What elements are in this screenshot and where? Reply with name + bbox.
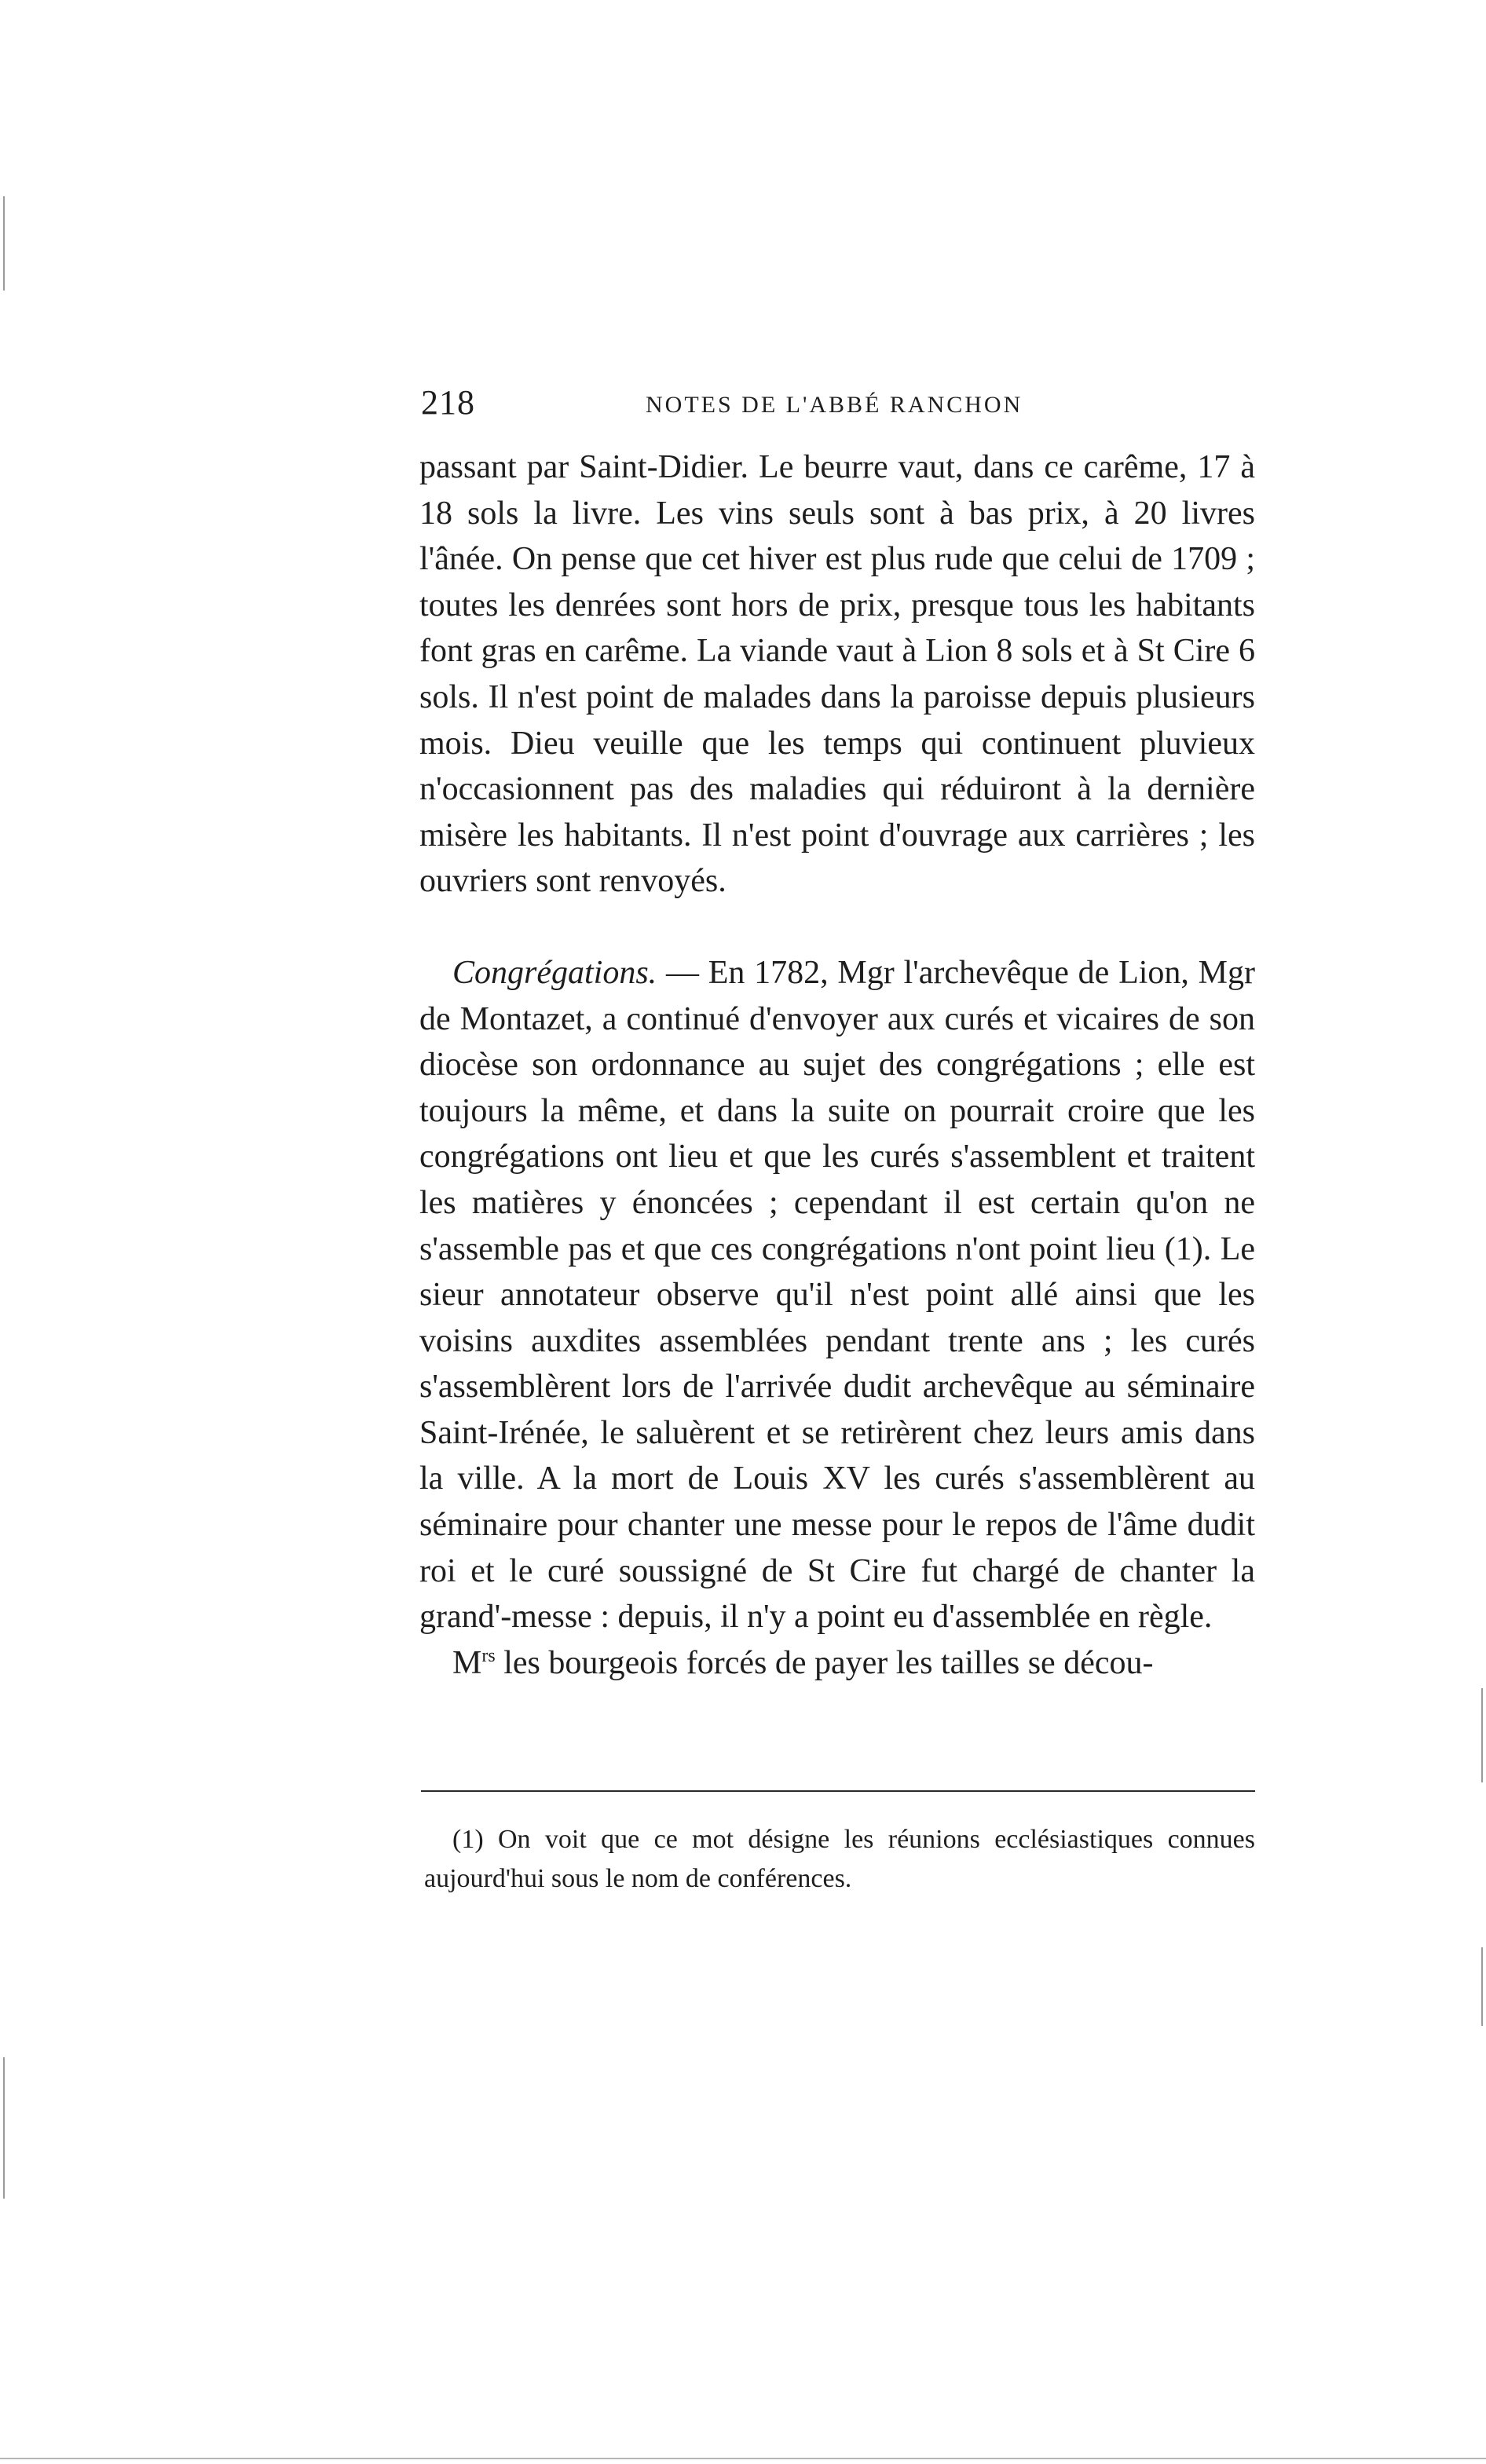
main-text [419, 444, 1255, 1686]
footnote-separator [421, 1790, 1255, 1792]
scan-bottom-edge [0, 2458, 1486, 2459]
page-number: 218 [421, 383, 475, 422]
running-head: NOTES DE L'ABBÉ RANCHON [646, 392, 1023, 418]
footnote-1: (1) On voit que ce mot désigne les réunions ecclésiastiques connues aujourd'hui sous le nom de conférences. [424, 1825, 1255, 1893]
scan-edge-mark-left [3, 196, 5, 291]
paragraph-3-text: les bourgeois forcés de payer les tailles se décou- [495, 1644, 1154, 1681]
paragraph-3-prefix: M [452, 1644, 482, 1681]
paragraph-3-superscript: rs [481, 1645, 496, 1666]
scan-edge-mark-right [1481, 1688, 1483, 1782]
section-heading: Congrégations. [452, 954, 657, 991]
scan-edge-mark-left-lower [3, 2057, 5, 2199]
paragraph-2 [419, 950, 1255, 1640]
paragraph-3 [419, 1640, 1255, 1687]
paragraph-2-text: — En 1782, Mgr l'archevêque de Lion, Mgr de Montazet, a continué d'envoyer aux curés et vicaires de son diocèse son ordonnance au sujet des congrégations ; elle est toujours la même, et dans la suite on pourrait croire que les congrégations ont lieu et que les curés s'assemblent et traitent les matières y énoncées ; cependant il est certain qu'on ne s'assemble pas et que ces congrégations n'ont point lieu (1). Le sieur annotateur observe qu'il n'est point allé ainsi que les voisins auxdites assemblées pendant trente ans ; les curés s'assemblèrent lors de l'arrivée dudit archevêque au séminaire Saint-Irénée, le saluèrent et se retirèrent chez leurs amis dans la ville. A la mort de Louis XV les curés s'assemblèrent au séminaire pour chanter une messe pour le repos de l'âme dudit roi et le curé soussigné de St Cire fut chargé de chanter la grand'-messe : depuis, il n'y a point eu d'assemblée en règle. [419, 954, 1255, 1636]
footnotes [424, 1820, 1255, 1899]
page-header [421, 375, 1257, 430]
scan-edge-mark-right-lower [1481, 1947, 1483, 2026]
paragraph-1: passant par Saint-Didier. Le beurre vaut, dans ce carême, 17 à 18 sols la livre. Les vins seuls sont à bas prix, à 20 livres l'ânée. On pense que cet hiver est plus rude que celui de 1709 ; toutes les denrées sont hors de prix, presque tous les habitants font gras en carême. La viande vaut à Lion 8 sols et à St Cire 6 sols. Il n'est point de malades dans la paroisse depuis plusieurs mois. Dieu veuille que les temps qui continuent pluvieux n'occasionnent pas des maladies qui réduiront à la dernière misère les habitants. Il n'est point d'ouvrage aux carrières ; les ouvriers sont renvoyés. [419, 449, 1255, 900]
